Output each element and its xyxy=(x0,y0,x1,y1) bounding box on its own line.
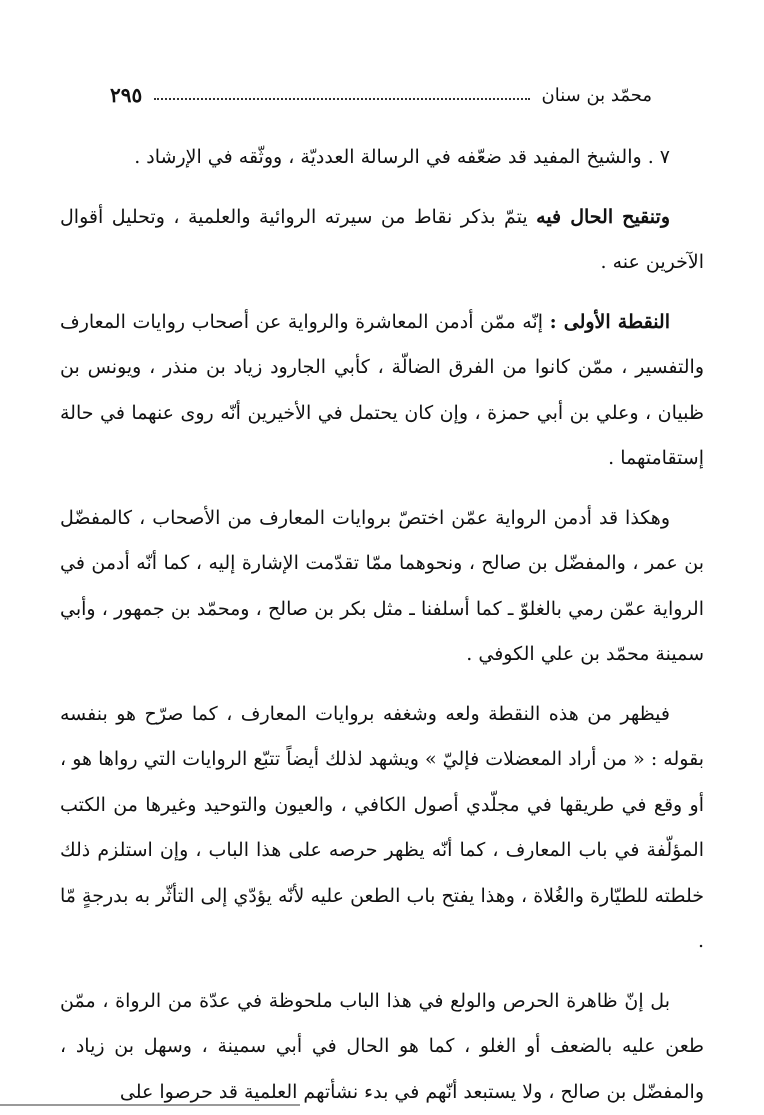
page-header xyxy=(110,80,652,110)
paragraph-5: فيظهر من هذه النقطة ولعه وشغفه بروايات المعارف ، كما صرّح هو بنفسه بقوله : « من أراد المعضلات فإليّ » ويشهد لذلك أيضاً تتبّع الروايات التي رواها هو ، أو وقع في طريقها في مجلّدي أصول الكافي ، والعيون والتوحيد وغيرها من الكتب المؤلّفة في باب المعارف ، كما أنّه يظهر حرصه على هذا الباب ، وإن استلزم ذلك خلطته للطيّارة والغُلاة ، وهذا يفتح باب الطعن عليه لأنّه يؤدّي إلى التأثّر به بدرجةٍ مّا . xyxy=(60,692,704,965)
paragraph-2-bold: وتنقيح الحال فيه xyxy=(536,206,670,228)
paragraph-3-heading: النقطة الأولى : xyxy=(550,311,670,333)
running-title: محمّد بن سنان xyxy=(542,85,653,106)
paragraph-1: ٧ . والشيخ المفيد قد ضعّفه في الرسالة العدديّة ، ووثّقه في الإرشاد . xyxy=(60,135,704,181)
paragraph-3-text: إنّه ممّن أدمن المعاشرة والرواية عن أصحاب روايات المعارف والتفسير ، ممّن كانوا من الفرق الضالّة ، كأبي الجارود زياد بن منذر ، ويونس بن ظبيان ، وعلي بن أبي حمزة ، وإن كان يحتمل في الأخيرين أنّه روى عنهما في حالة إستقامتهما . xyxy=(60,311,704,470)
paragraph-4: وهكذا قد أدمن الرواية عمّن اختصّ بروايات المعارف من الأصحاب ، كالمفضّل بن عمر ، والمفضّل بن صالح ، ونحوهما ممّا تقدّمت الإشارة إليه ، كما أنّه أدمن في الرواية عمّن رمي بالغلوّ ـ كما أسلفنا ـ مثل بكر بن صالح ، ومحمّد بن جمهور ، وأبي سمينة محمّد بن علي الكوفي . xyxy=(60,496,704,678)
paragraph-2-text: يتمّ بذكر نقاط من سيرته الروائية والعلمية ، وتحليل أقوال الآخرين عنه . xyxy=(60,206,704,274)
paragraph-3 xyxy=(60,300,704,482)
header-dotted-leader xyxy=(154,98,529,100)
page-body xyxy=(60,135,704,1115)
paragraph-6: بل إنّ ظاهرة الحرص والولع في هذا الباب ملحوظة في عدّة من الرواة ، ممّن طعن عليه بالضعف أو الغلو ، كما هو الحال في أبي سمينة ، وسهل بن زياد ، والمفضّل بن صالح ، ولا يستبعد أنّهم في بدء نشأتهم العلمية قد حرصوا على xyxy=(60,979,704,1115)
paragraph-2 xyxy=(60,195,704,286)
page-number: ٢٩٥ xyxy=(110,83,142,107)
